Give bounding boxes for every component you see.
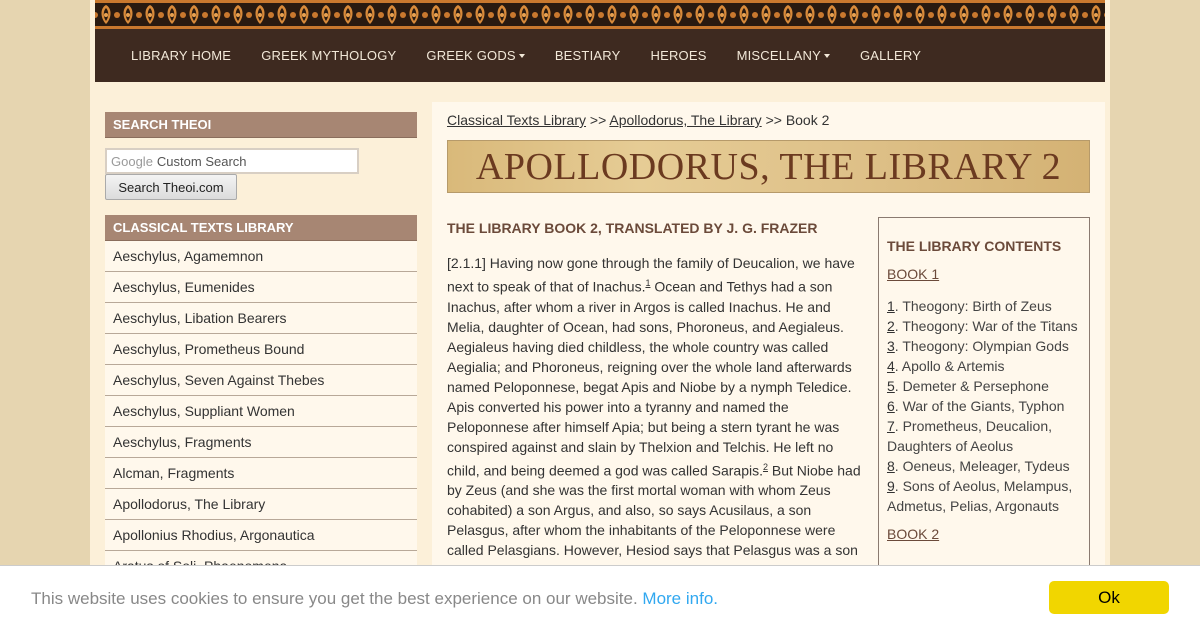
- library-list: [105, 241, 417, 582]
- cookie-more-info-link[interactable]: More info.: [642, 589, 718, 608]
- toc-entry-label: . Theogony: War of the Titans: [894, 318, 1078, 334]
- search-input[interactable]: [105, 148, 359, 174]
- library-item[interactable]: Aeschylus, Seven Against Thebes: [105, 365, 417, 396]
- breadcrumb-parent-link[interactable]: Apollodorus, The Library: [609, 112, 762, 128]
- toc-entry: [887, 356, 1081, 376]
- toc-entry: [887, 476, 1081, 516]
- article: [447, 220, 869, 580]
- article-text: But Niobe had by Zeus (and she was the first mortal woman with whom Zeus cohabited) a son Argus, and also, so says Acusilaus, a son Pelasgus, after whom the inhabitants of the Peloponnese were called Pelasgians. However, Hesiod says that Pelasgus was a son: [447, 462, 861, 559]
- toc-entry-link[interactable]: 5: [887, 378, 895, 394]
- search-button[interactable]: Search Theoi.com: [105, 174, 237, 200]
- library-item[interactable]: Aeschylus, Agamemnon: [105, 241, 417, 272]
- contents-heading: THE LIBRARY CONTENTS: [887, 238, 1062, 254]
- library-item[interactable]: Aeschylus, Fragments: [105, 427, 417, 458]
- nav-miscellany[interactable]: [737, 48, 830, 63]
- title-banner: [447, 140, 1090, 193]
- nav-label: BESTIARY: [554, 48, 621, 63]
- library-item[interactable]: Alcman, Fragments: [105, 458, 417, 489]
- nav-bestiary[interactable]: [555, 48, 621, 63]
- toc-entry-link[interactable]: 8: [887, 458, 895, 474]
- book-2-link[interactable]: BOOK 2: [887, 526, 940, 542]
- article-paragraph: [447, 253, 869, 580]
- nav-label: HEROES: [650, 48, 707, 63]
- search-placeholder: Custom Search: [156, 153, 247, 169]
- library-item[interactable]: Aeschylus, Eumenides: [105, 272, 417, 303]
- search-heading: SEARCH THEOI: [105, 112, 417, 138]
- toc-entry: [887, 456, 1081, 476]
- main-navbar: [95, 29, 1105, 82]
- library-item[interactable]: Aeschylus, Prometheus Bound: [105, 334, 417, 365]
- toc-entry-link[interactable]: 3: [887, 338, 895, 354]
- main-content: [432, 102, 1105, 630]
- caret-down-icon: [519, 54, 525, 58]
- article-text: [2.1.1] Having now gone through the family of Deucalion, we have next to speak of that of Inachus.: [447, 255, 855, 295]
- google-logo: Google: [111, 153, 153, 169]
- library-item[interactable]: Aeschylus, Suppliant Women: [105, 396, 417, 427]
- sidebar: [105, 112, 417, 582]
- breadcrumb-separator: >>: [765, 112, 782, 128]
- toc-entry: [887, 316, 1081, 336]
- cookie-message: [31, 589, 718, 609]
- toc-entry-link[interactable]: 6: [887, 398, 895, 414]
- toc-entry-link[interactable]: 7: [887, 418, 895, 434]
- library-item[interactable]: Aeschylus, Libation Bearers: [105, 303, 417, 334]
- footnote-link[interactable]: 1: [645, 278, 651, 288]
- breadcrumb: [447, 112, 829, 128]
- breadcrumb-current: Book 2: [785, 112, 830, 128]
- toc-entry-link[interactable]: 1: [887, 298, 895, 314]
- nav-gallery[interactable]: [860, 48, 921, 63]
- footnote-link[interactable]: 2: [762, 461, 768, 472]
- breadcrumb-root-link[interactable]: Classical Texts Library: [447, 112, 587, 128]
- toc-entry-label: . Prometheus, Deucalion, Daughters of Aeolus: [887, 418, 1052, 454]
- toc-entry: [887, 396, 1081, 416]
- library-item[interactable]: Apollonius Rhodius, Argonautica: [105, 520, 417, 551]
- page-title: APOLLODORUS, THE LIBRARY 2: [475, 145, 1062, 188]
- cookie-ok-button[interactable]: Ok: [1049, 581, 1169, 614]
- toc-entry-link[interactable]: 9: [887, 478, 895, 494]
- toc-entry-label: . Sons of Aeolus, Melampus, Admetus, Pelias, Argonauts: [887, 478, 1073, 514]
- page: [90, 0, 1110, 630]
- toc-entry: [887, 416, 1081, 456]
- nav-label: GREEK MYTHOLOGY: [261, 48, 397, 63]
- breadcrumb-separator: >>: [589, 112, 607, 128]
- cookie-text: This website uses cookies to ensure you get the best experience on our website.: [31, 589, 643, 608]
- toc-entry-label: . Demeter & Persephone: [894, 378, 1049, 394]
- nav-label: GALLERY: [859, 48, 922, 63]
- nav-greek-gods[interactable]: [426, 48, 524, 63]
- search-box: [105, 138, 417, 215]
- nav-label: MISCELLANY: [736, 48, 821, 63]
- nav-label: GREEK GODS: [426, 48, 516, 63]
- nav-label: LIBRARY HOME: [131, 48, 232, 63]
- toc-entry-label: . Theogony: Birth of Zeus: [894, 298, 1052, 314]
- greek-frieze-banner: [95, 0, 1105, 29]
- book-1-link[interactable]: BOOK 1: [887, 266, 940, 282]
- cookie-banner: [0, 565, 1200, 630]
- article-text: Ocean and Tethys had a son Inachus, after whom a river in Argos is called Inachus. He and Melia, daughter of Ocean, had sons, Phoroneus, and Aegialeus. Aegialeus having died childless, the whole country was called Aegialia; and Phoroneus, reigning over the whole land afterwards named Peloponnese, begat Apis and Niobe by a nymph Teledice. Apis converted his power into a tyranny and named the Peloponnese after himself Apia; but being a stern tyrant he was conspired against and slain by Thelxion and Telchis. He left no child, and being deemed a god was called Sarapis.: [447, 278, 852, 479]
- library-heading: CLASSICAL TEXTS LIBRARY: [105, 215, 417, 241]
- library-item[interactable]: Apollodorus, The Library: [105, 489, 417, 520]
- toc-entry-label: . War of the Giants, Typhon: [894, 398, 1065, 414]
- nav-library-home[interactable]: [131, 48, 231, 63]
- toc-entry-link[interactable]: 4: [887, 358, 895, 374]
- toc-entry-link[interactable]: 2: [887, 318, 895, 334]
- nav-greek-mythology[interactable]: [261, 48, 396, 63]
- toc-entry-label: . Apollo & Artemis: [894, 358, 1005, 374]
- toc-entry: [887, 336, 1081, 356]
- toc-entry: [887, 376, 1081, 396]
- caret-down-icon: [824, 54, 830, 58]
- article-heading: THE LIBRARY BOOK 2, TRANSLATED BY J. G. FRAZER: [447, 220, 818, 236]
- nav-heroes[interactable]: [650, 48, 706, 63]
- toc-entry-label: . Theogony: Olympian Gods: [894, 338, 1069, 354]
- toc-entry: [887, 296, 1081, 316]
- toc-entry-label: . Oeneus, Meleager, Tydeus: [894, 458, 1070, 474]
